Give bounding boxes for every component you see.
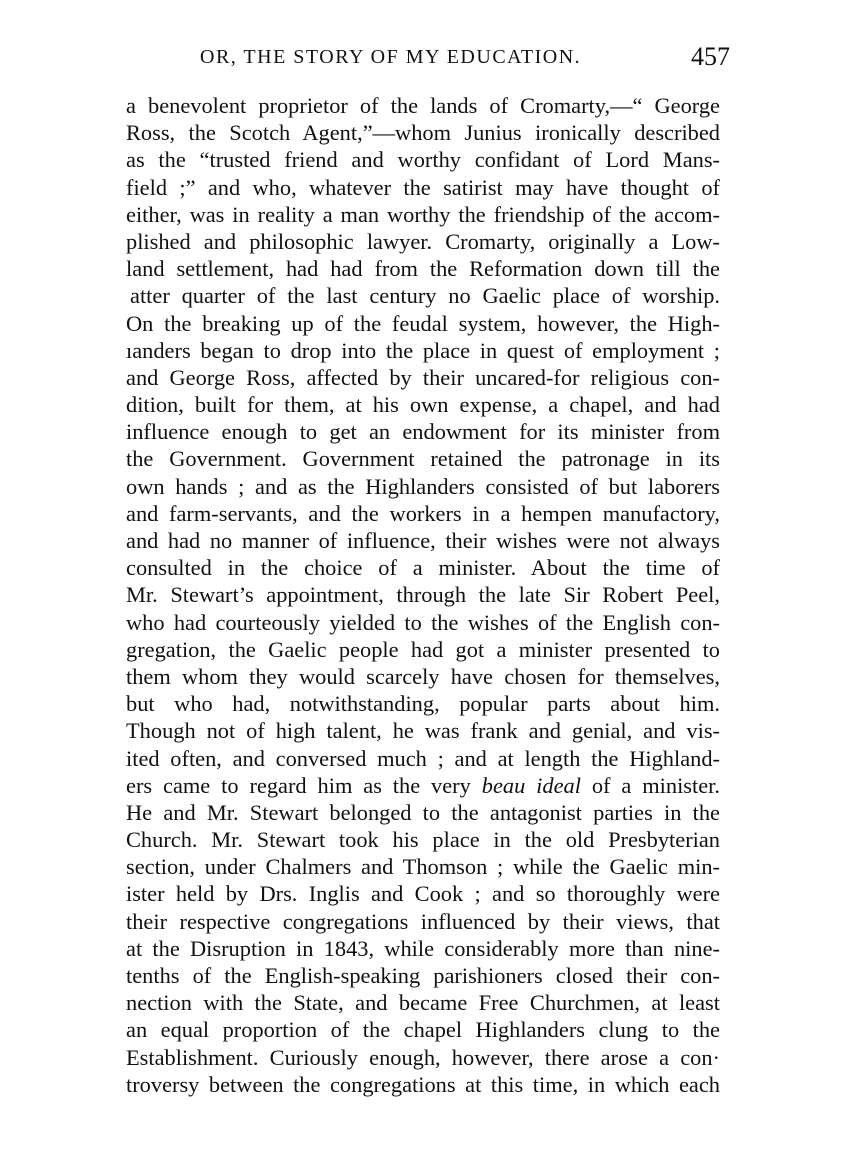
running-title: OR, THE STORY OF MY EDUCATION. xyxy=(200,46,582,68)
text-line: Ross, the Scotch Agent,”—whom Junius ironically described xyxy=(126,120,720,146)
text-line: at the Disruption in 1843, while considerably more than nine- xyxy=(126,935,720,961)
text-line: dition, built for them, at his own expense, a chapel, and had xyxy=(126,392,720,418)
text-line: their respective congregations influenced by their views, that xyxy=(126,908,720,934)
text-line: tenths of the English-speaking parishioners closed their con- xyxy=(126,963,720,988)
text-line: consulted in the choice of a minister. About the time of xyxy=(126,555,720,581)
text-line: and had no manner of influence, their wishes were not always xyxy=(126,528,720,553)
text-line: as the “trusted friend and worthy confidant of Lord Mans- xyxy=(126,147,720,173)
text-line: Establishment. Curiously enough, however, there arose a con· xyxy=(126,1044,720,1070)
text-line: own hands ; and as the Highlanders consisted of but laborers xyxy=(126,473,720,499)
text-line: plished and philosophic lawyer. Cromarty, originally a Low- xyxy=(126,228,720,254)
text-segment: ers came to regard him as the very xyxy=(126,772,471,798)
text-line: and farm-servants, and the workers in a hempen manufactory, xyxy=(126,500,720,526)
text-line: field ;” and who, whatever the satirist may have thought of xyxy=(126,174,720,200)
text-line: On the breaking up of the feudal system, however, the High- xyxy=(126,310,720,336)
text-line: nection with the State, and became Free Churchmen, at least xyxy=(126,990,720,1016)
text-line: the Government. Government retained the patronage in its xyxy=(126,446,720,472)
text-line: Church. Mr. Stewart took his place in the old Presbyterian xyxy=(126,827,720,853)
text-line: ıanders began to drop into the place in quest of employment ; xyxy=(126,337,720,363)
text-line: He and Mr. Stewart belonged to the antagonist parties in the xyxy=(126,799,720,825)
text-segment: of a minister. xyxy=(591,772,720,798)
text-line: land settlement, had had from the Reformation down till the xyxy=(126,256,720,282)
text-line: troversy between the congregations at this time, in which each xyxy=(126,1071,720,1097)
text-line: Though not of high talent, he was frank and genial, and vis- xyxy=(126,718,720,744)
text-line: and George Ross, affected by their uncared-for religious con- xyxy=(126,364,720,390)
text-line-with-italic xyxy=(126,772,720,799)
text-line: section, under Chalmers and Thomson ; while the Gaelic min- xyxy=(126,854,720,880)
running-head xyxy=(200,42,730,78)
text-line: an equal proportion of the chapel Highlanders clung to the xyxy=(126,1017,720,1043)
text-line: influence enough to get an endowment for its minister from xyxy=(126,419,720,445)
text-line: but who had, notwithstanding, popular parts about him. xyxy=(126,691,720,717)
text-line: Mr. Stewart’s appointment, through the late Sir Robert Peel, xyxy=(126,582,720,608)
body-text xyxy=(126,92,720,1098)
page-number: 457 xyxy=(691,42,730,71)
text-line: ited often, and conversed much ; and at length the Highland- xyxy=(126,745,720,771)
text-line: ister held by Drs. Inglis and Cook ; and so thoroughly were xyxy=(126,881,720,907)
text-line: them whom they would scarcely have chosen for themselves, xyxy=(126,663,720,689)
italic-phrase: beau ideal xyxy=(481,772,581,798)
text-line: gregation, the Gaelic people had got a minister presented to xyxy=(126,636,720,662)
text-line: a benevolent proprietor of the lands of Cromarty,—“ George xyxy=(126,93,720,118)
text-line: either, was in reality a man worthy the friendship of the accom- xyxy=(126,201,720,227)
text-line: who had courteously yielded to the wishes of the English con- xyxy=(126,609,720,635)
text-line: atter quarter of the last century no Gaelic place of worship. xyxy=(130,283,720,309)
